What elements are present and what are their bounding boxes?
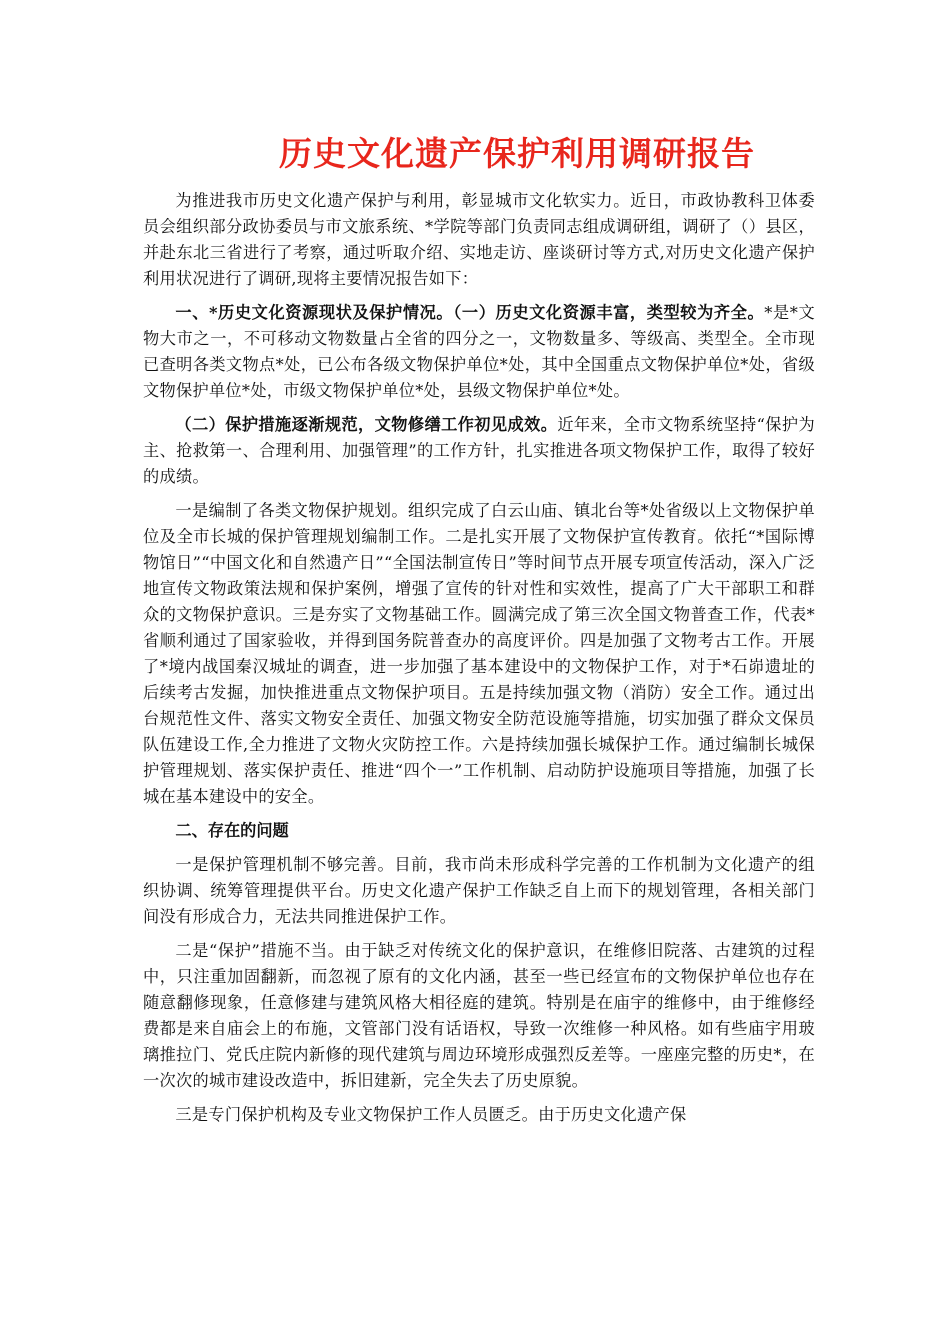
- section1-2-text: 近年来，全市文物系统坚持“保护为主、抢救第一、合理利用、加强管理”的工作方针，扎实推进各项文物保护工作，取得了较好的成绩。: [143, 415, 815, 486]
- section1-lead: 一、*历史文化资源现状及保护情况。（一）历史文化资源丰富，类型较为齐全。: [175, 303, 765, 322]
- section1-2-paragraph: [143, 412, 815, 490]
- problem1-paragraph: 一是保护管理机制不够完善。目前，我市尚未形成科学完善的工作机制为文化遗产的组织协调、统筹管理提供平台。历史文化遗产保护工作缺乏自上而下的规划管理，各相关部门间没有形成合力，无法共同推进保护工作。: [143, 855, 815, 926]
- problem3-paragraph: 三是专门保护机构及专业文物保护工作人员匮乏。由于历史文化遗产保: [175, 1105, 687, 1124]
- document-page: [143, 0, 815, 1344]
- intro-paragraph: 为推进我市历史文化遗产保护与利用，彰显城市文化软实力。近日，市政协教科卫体委员会组织部分政协委员与市文旅系统、*学院等部门负责同志组成调研组，调研了（）县区，并赴东北三省进行了考察，通过听取介绍、实地走访、座谈研讨等方式,对历史文化遗产保护利用状况进行了调研,现将主要情况报告如下：: [143, 191, 815, 288]
- section2-heading: 二、存在的问题: [175, 821, 289, 840]
- document-title: 历史文化遗产保护利用调研报告: [279, 134, 755, 173]
- measures-paragraph: 一是编制了各类文物保护规划。组织完成了白云山庙、镇北台等*处省级以上文物保护单位及全市长城的保护管理规划编制工作。二是扎实开展了文物保护宣传教育。依托“*国际博物馆日”“中国文化和自然遗产日”“全国法制宣传日”等时间节点开展专项宣传活动，深入广泛地宣传文物政策法规和保护案例，增强了宣传的针对性和实效性，提高了广大干部职工和群众的文物保护意识。三是夯实了文物基础工作。圆满完成了第三次全国文物普查工作，代表*省顺利通过了国家验收，并得到国务院普查办的高度评价。四是加强了文物考古工作。开展了*境内战国秦汉城址的调查，进一步加强了基本建设中的文物保护工作，对于*石峁遗址的后续考古发掘，加快推进重点文物保护项目。五是持续加强文物（消防）安全工作。通过出台规范性文件、落实文物安全责任、加强文物安全防范设施等措施，切实加强了群众文保员队伍建设工作,全力推进了文物火灾防控工作。六是持续加强长城保护工作。通过编制长城保护管理规划、落实保护责任、推进“四个一”工作机制、启动防护设施项目等措施，加强了长城在基本建设中的安全。: [143, 501, 815, 806]
- problem2-paragraph: 二是“保护”措施不当。由于缺乏对传统文化的保护意识，在维修旧院落、古建筑的过程中，只注重加固翻新，而忽视了原有的文化内涵，甚至一些已经宣布的文物保护单位也存在随意翻修现象，任意修建与建筑风格大相径庭的建筑。特别是在庙宇的维修中，由于维修经费都是来自庙会上的布施，文管部门没有话语权，导致一次维修一种风格。如有些庙宇用玻璃推拉门、党氏庄院内新修的现代建筑与周边环境形成强烈反差等。一座座完整的历史*，在一次次的城市建设改造中，拆旧建新，完全失去了历史原貌。: [143, 941, 815, 1090]
- document-body: [143, 188, 815, 1136]
- section1-text: *是*文物大市之一，不可移动文物数量占全省的四分之一，文物数量多、等级高、类型全。全市现已查明各类文物点*处，已公布各级文物保护单位*处，其中全国重点文物保护单位*处，省级文物保护单位*处，市级文物保护单位*处，县级文物保护单位*处。: [143, 303, 815, 400]
- section1-paragraph: [143, 300, 815, 404]
- section1-2-lead: （二）保护措施逐渐规范，文物修缮工作初见成效。: [175, 415, 558, 434]
